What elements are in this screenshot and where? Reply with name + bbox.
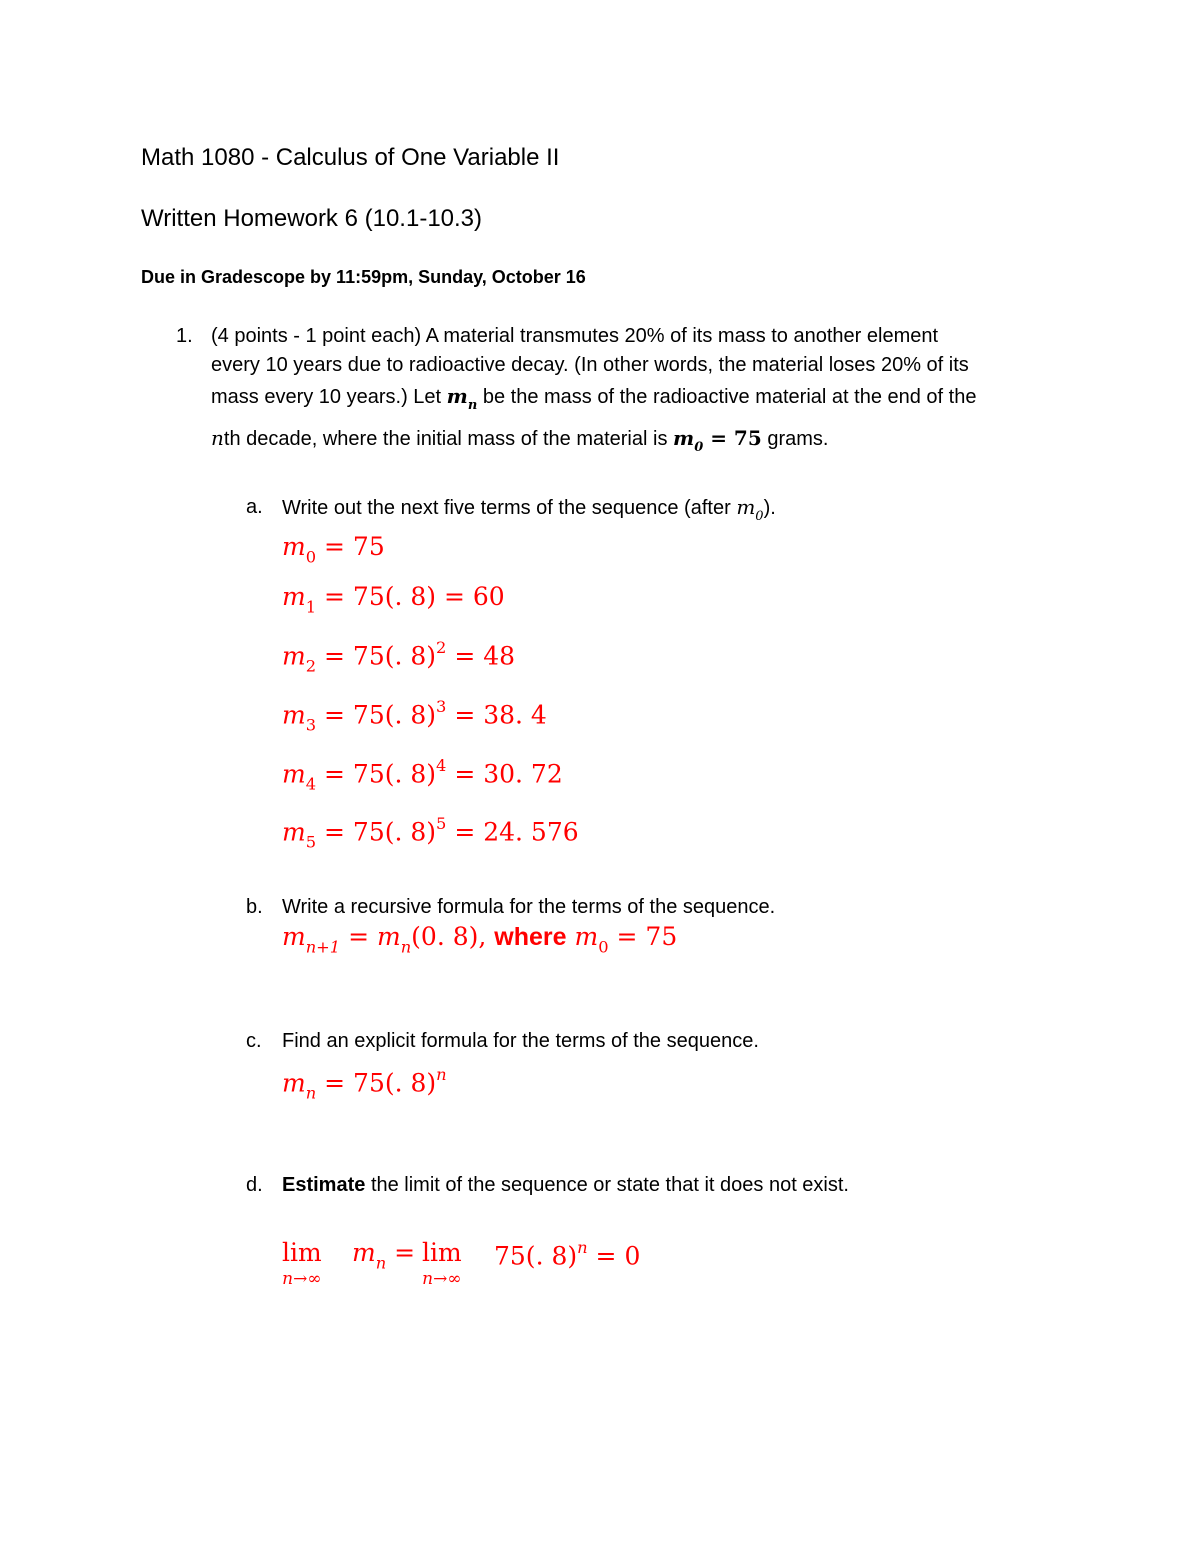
term-m1: $m_1 = 75$(. 8) = 60: [282, 582, 505, 617]
limit-operator-2: lim n→∞: [422, 1238, 462, 1289]
decade-variable: n: [211, 426, 224, 450]
problem-number: 1.: [176, 325, 193, 347]
part-d-prompt: Estimate the limit of the sequence or state that it does not exist.: [282, 1174, 849, 1196]
recursive-formula: $m_{n+1} = m_n(0$. 8), where $m_0 = 75$: [282, 922, 678, 957]
term-m3: $m_3 = 75$(. 8)$^3$ = 38. 4: [282, 697, 547, 735]
term-m0: $m_0 = 75$: [282, 532, 385, 567]
part-c-label: c.: [246, 1030, 262, 1052]
limit-operator-1: lim n→∞: [282, 1238, 322, 1289]
part-a-prompt: Write out the next five terms of the sequence (after $m_0$).: [282, 495, 776, 524]
term-m4: $m_4 = 75$(. 8)$^4$ = 30. 72: [282, 756, 563, 794]
problem-line-3-pre: mass every 10 years.) Let: [211, 386, 442, 408]
part-a-label: a.: [246, 496, 263, 518]
limit-expression: 75(. 8)$^n$ = 0: [494, 1238, 641, 1271]
problem-line-3: [211, 381, 976, 421]
problem-intro: (4 points - 1 point each) A material transmutes 20% of its mass to another element: [211, 325, 939, 347]
limit-mn: $m_n$ =: [352, 1238, 416, 1273]
due-date: Due in Gradescope by 11:59pm, Sunday, October 16: [141, 267, 586, 287]
problem-line-4-post: grams.: [767, 428, 829, 450]
problem-line-4-pre: th decade, where the initial mass of the material is: [223, 428, 668, 450]
part-c-prompt: Find an explicit formula for the terms of the sequence.: [282, 1030, 759, 1052]
part-b-prompt: Write a recursive formula for the terms of the sequence.: [282, 896, 776, 918]
term-m5: $m_5 = 75$(. 8)$^5$ = 24. 576: [282, 814, 579, 852]
explicit-formula: $m_n = 75$(. 8)$^n$: [282, 1065, 447, 1103]
assignment-title: Written Homework 6 (10.1-10.3): [141, 205, 483, 232]
problem-line-4: [211, 423, 828, 463]
part-d-label: d.: [246, 1174, 263, 1196]
mass-variable: $m_n$: [446, 384, 478, 413]
term-m2: $m_2 = 75$(. 8)$^2$ = 48: [282, 638, 516, 676]
initial-mass-expression: $m_0 = 75$: [673, 426, 762, 455]
course-title: Math 1080 - Calculus of One Variable II: [141, 144, 560, 171]
problem-line-3-post: be the mass of the radioactive material at the end of the: [482, 386, 977, 408]
problem-line-2: every 10 years due to radioactive decay. (In other words, the material loses 20% of its: [211, 354, 969, 376]
part-b-label: b.: [246, 896, 263, 918]
